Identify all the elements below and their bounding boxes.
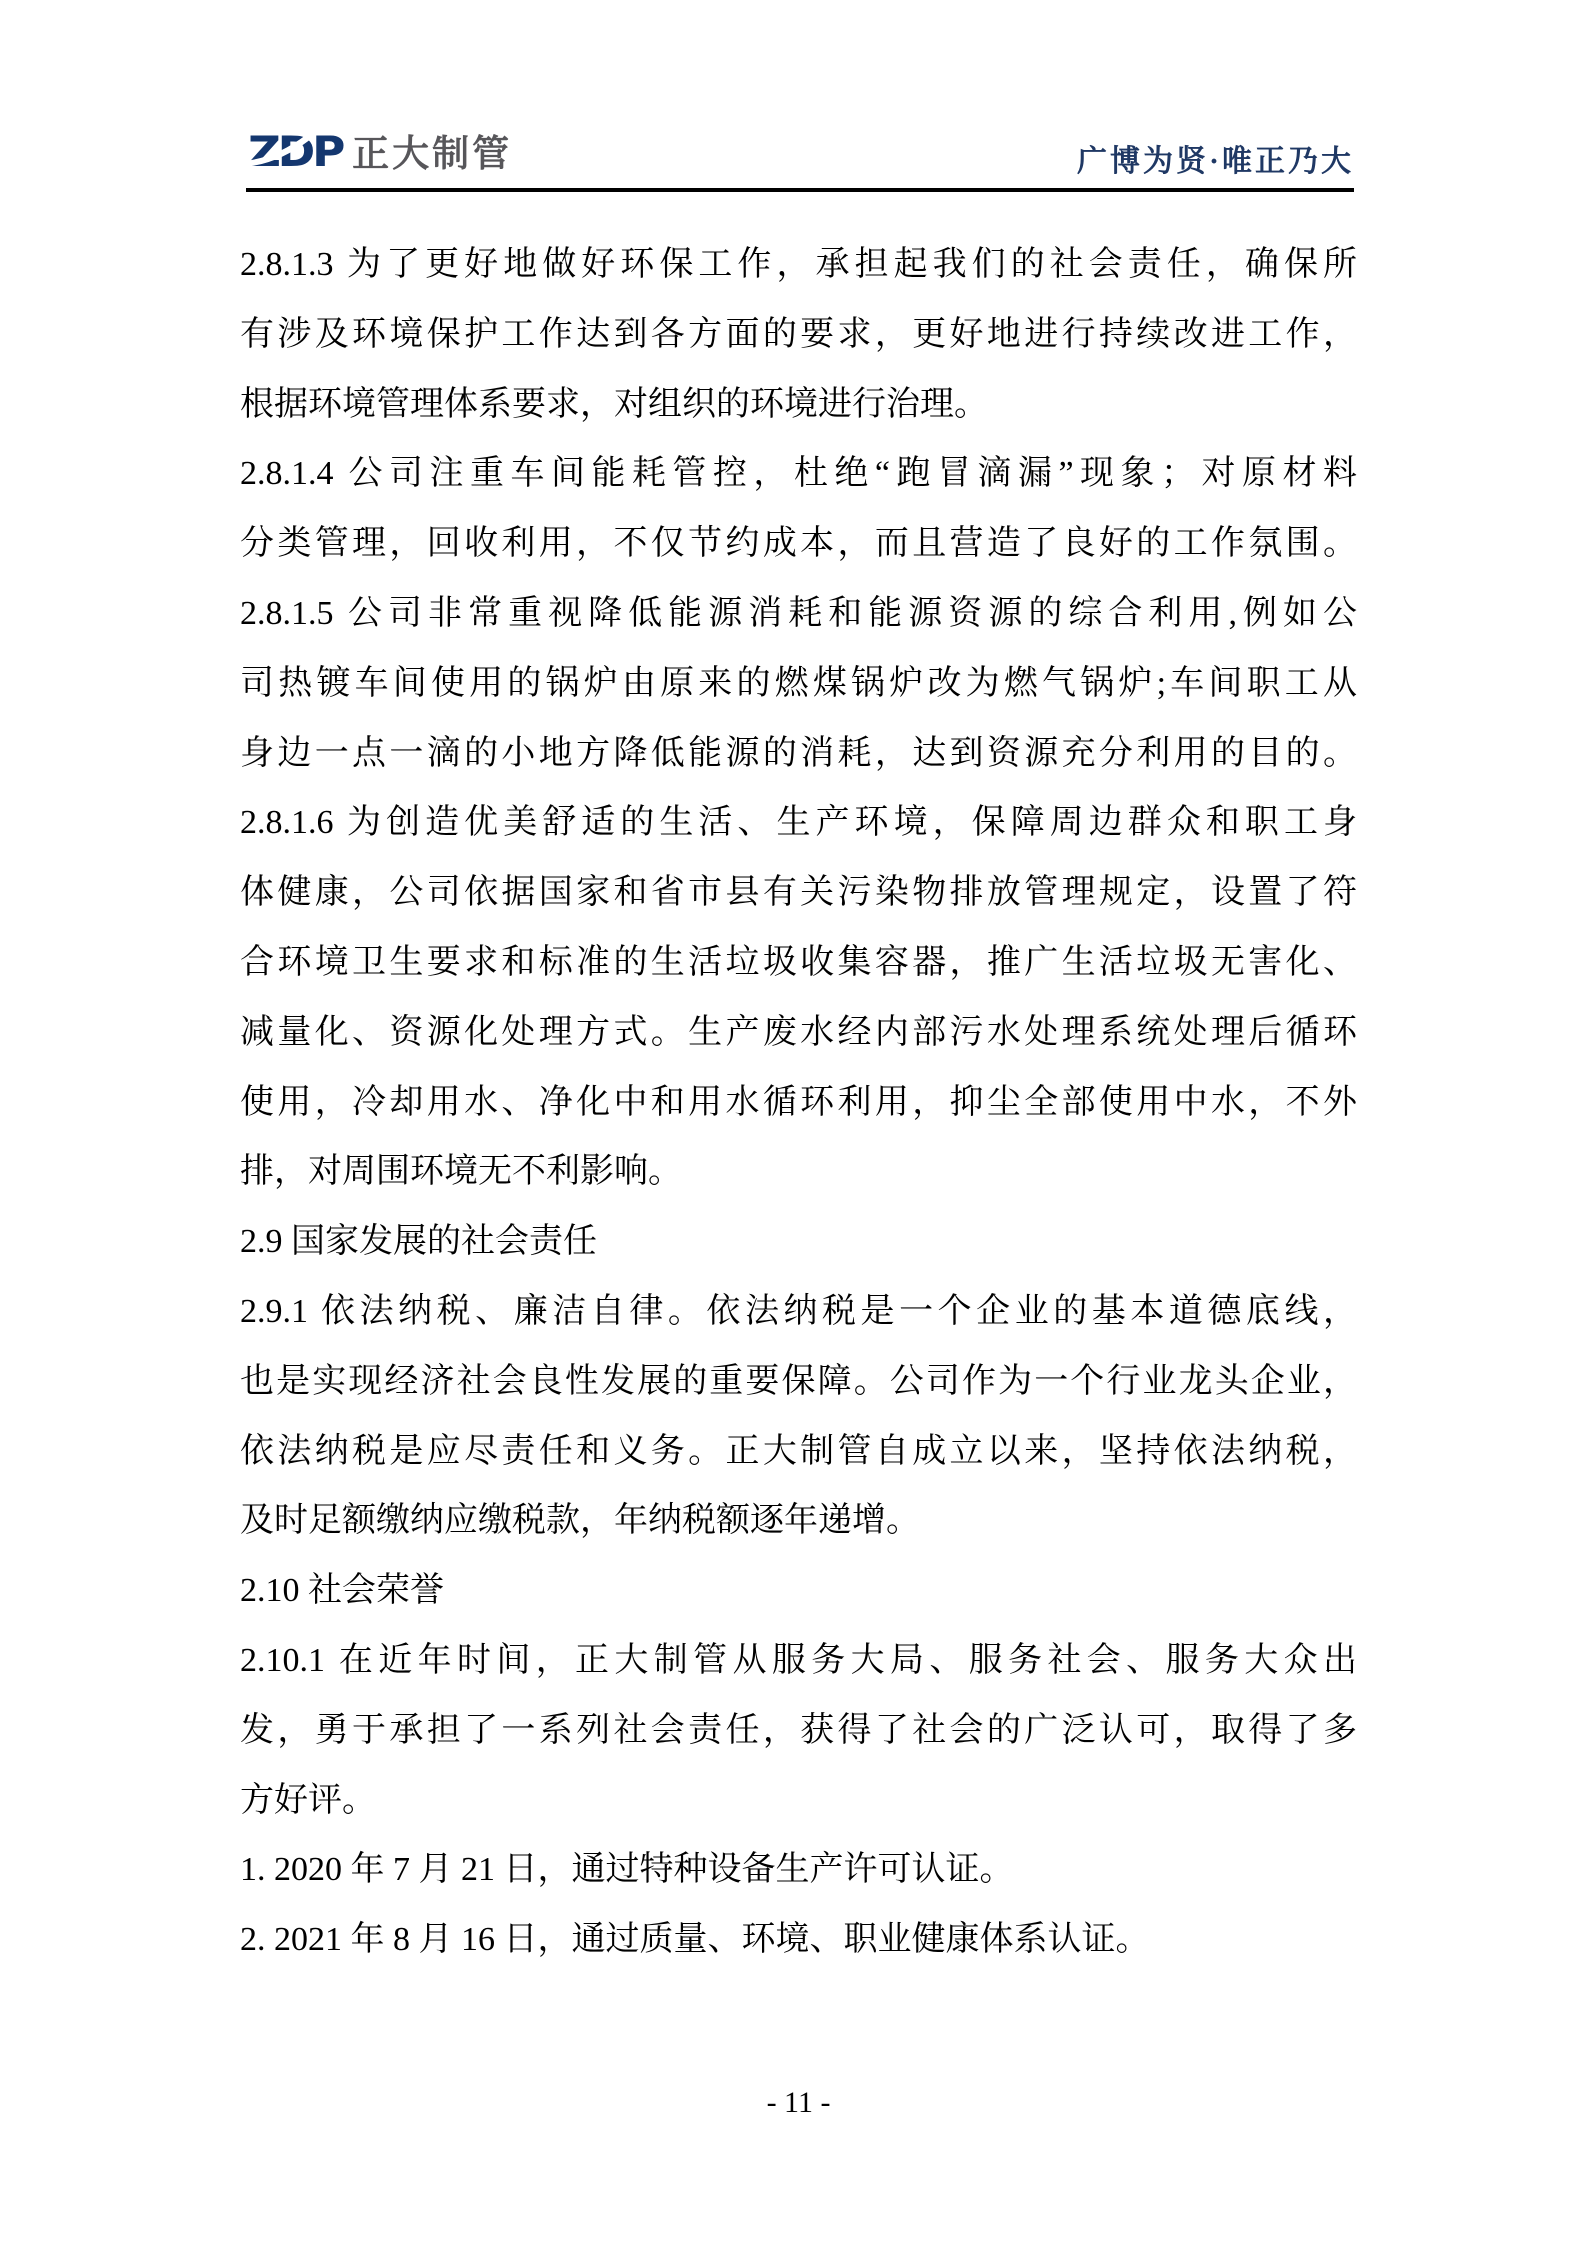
- document-body: [240, 230, 1357, 1975]
- header-slogan: 广博为贤·唯正乃大: [1076, 145, 1354, 178]
- body-text-line: 2.10.1 在近年时间，正大制管从服务大局、服务社会、服务大众出: [240, 1641, 1357, 1679]
- body-text-line: 方好评。: [240, 1781, 376, 1819]
- body-text-line: 减量化、资源化处理方式。生产废水经内部污水处理系统处理后循环: [240, 1013, 1357, 1051]
- body-text-line: 也是实现经济社会良性发展的重要保障。公司作为一个行业龙头企业，: [240, 1362, 1357, 1400]
- logo-zdp-text: ZDP: [248, 127, 343, 176]
- header-divider: [246, 188, 1354, 192]
- body-text-line: 根据环境管理体系要求，对组织的环境进行治理。: [240, 385, 988, 423]
- body-text-line: 合环境卫生要求和标准的生活垃圾收集容器，推广生活垃圾无害化、: [240, 943, 1357, 981]
- body-text-line: 排，对周围环境无不利影响。: [240, 1153, 682, 1191]
- body-text-line: 有涉及环境保护工作达到各方面的要求，更好地进行持续改进工作，: [240, 315, 1357, 353]
- body-text-line: 及时足额缴纳应缴税款，年纳税额逐年递增。: [240, 1502, 920, 1540]
- body-text-line: 使用，冷却用水、净化中和用水循环利用，抑尘全部使用中水，不外: [240, 1083, 1357, 1121]
- body-text-line: 发，勇于承担了一系列社会责任，获得了社会的广泛认可，取得了多: [240, 1711, 1357, 1749]
- body-text-line: 2.8.1.6 为创造优美舒适的生活、生产环境，保障周边群众和职工身: [240, 804, 1357, 842]
- body-text-line: 身边一点一滴的小地方降低能源的消耗，达到资源充分利用的目的。: [240, 734, 1357, 772]
- body-text-line: 司热镀车间使用的锅炉由原来的燃煤锅炉改为燃气锅炉;车间职工从: [240, 664, 1357, 702]
- body-text-line: 2.8.1.4 公司注重车间能耗管控，杜绝“跑冒滴漏”现象；对原材料: [240, 455, 1357, 493]
- page-number: - 11 -: [766, 2086, 831, 2119]
- body-text-line: 2.9 国家发展的社会责任: [240, 1223, 597, 1261]
- body-text-line: 2. 2021 年 8 月 16 日，通过质量、环境、职业健康体系认证。: [240, 1921, 1150, 1959]
- logo-company-name: 正大制管: [352, 132, 513, 175]
- body-text-line: 2.10 社会荣誉: [240, 1572, 444, 1610]
- body-text-line: 2.8.1.3 为了更好地做好环保工作，承担起我们的社会责任，确保所: [240, 246, 1357, 283]
- body-text-line: 依法纳税是应尽责任和义务。正大制管自成立以来，坚持依法纳税，: [240, 1432, 1357, 1470]
- body-text-line: 体健康，公司依据国家和省市县有关污染物排放管理规定，设置了符: [240, 874, 1357, 912]
- body-text-line: 分类管理，回收利用，不仅节约成本，而且营造了良好的工作氛围。: [240, 525, 1357, 563]
- body-text-line: 2.9.1 依法纳税、廉洁自律。依法纳税是一个企业的基本道德底线，: [240, 1292, 1357, 1330]
- body-text-line: 2.8.1.5 公司非常重视降低能源消耗和能源资源的综合利用,例如公: [240, 594, 1357, 632]
- body-text-line: 1. 2020 年 7 月 21 日，通过特种设备生产许可认证。: [240, 1851, 1014, 1889]
